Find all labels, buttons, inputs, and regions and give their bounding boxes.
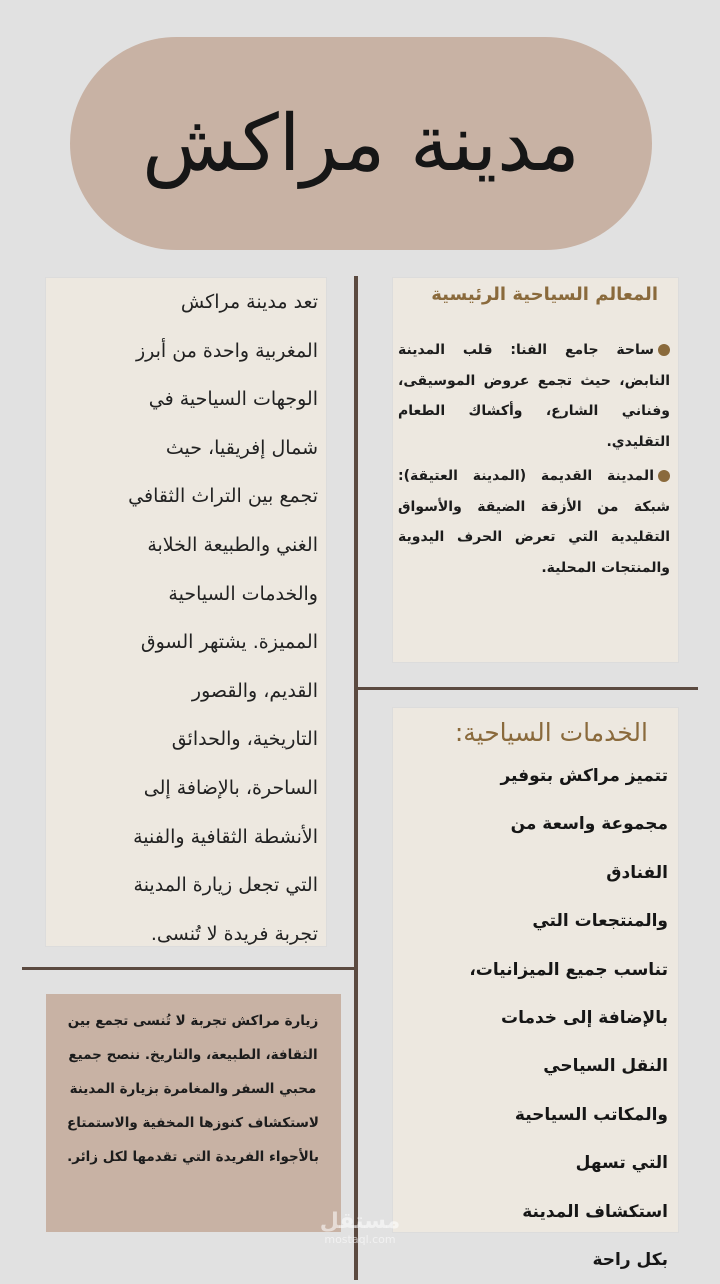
intro-line: التي تجعل زيارة المدينة xyxy=(133,874,318,897)
services-line: والمنتجعات التي xyxy=(532,911,668,932)
services-heading: الخدمات السياحية: xyxy=(454,718,648,747)
bullet-icon xyxy=(658,344,670,356)
intro-line: تجربة فريدة لا تُنسى. xyxy=(150,922,318,945)
bullet-icon xyxy=(658,470,670,482)
title-banner xyxy=(70,37,652,250)
services-line: والمكاتب السياحية xyxy=(514,1104,668,1125)
intro-line: الأنشطة الثقافية والفنية xyxy=(133,825,318,848)
landmarks-list xyxy=(398,335,670,587)
intro-line: القديم، والقصور xyxy=(191,679,318,702)
intro-text xyxy=(70,278,318,958)
landmark-item xyxy=(398,335,670,457)
services-line: النقل السياحي xyxy=(543,1056,668,1077)
conclusion-text: زيارة مراكش تجربة لا تُنسى تجمع بين الثقافة، الطبيعة، والتاريخ. ننصح جميع محبي السفر والمغامرة بزيارة المدينة لاستكشاف كنوزها المخفية والاستمتاع بالأجواء الفريدة التي تقدمها لكل زائر. xyxy=(67,1013,319,1165)
vertical-divider xyxy=(354,276,358,1280)
landmark-item xyxy=(398,461,670,583)
intro-line: المغربية واحدة من أبرز xyxy=(135,339,318,362)
intro-line: المميزة. يشتهر السوق xyxy=(140,631,318,654)
services-line: بكل راحة xyxy=(592,1249,668,1270)
intro-line: تجمع بين التراث الثقافي xyxy=(128,485,318,508)
services-line: التي تسهل xyxy=(575,1153,668,1174)
watermark-latin: mostaql.com xyxy=(324,1233,396,1246)
services-line: استكشاف المدينة xyxy=(522,1201,668,1222)
intro-line: تعد مدينة مراكش xyxy=(180,291,318,313)
watermark-logo xyxy=(300,1210,420,1246)
intro-line: التاريخية، والحدائق xyxy=(171,728,318,751)
left-horizontal-divider xyxy=(22,967,354,970)
intro-line: شمال إفريقيا، حيث xyxy=(165,436,318,459)
services-line: بالإضافة إلى خدمات xyxy=(501,1007,668,1028)
intro-line: والخدمات السياحية xyxy=(168,582,318,605)
landmarks-heading: المعالم السياحية الرئيسية xyxy=(431,284,658,305)
services-line: الفنادق xyxy=(606,862,668,883)
watermark-arabic: مستقل xyxy=(319,1209,401,1234)
landmark-text: ساحة جامع الفنا: قلب المدينة النابض، حيث تجمع عروض الموسيقى، وفناني الشارع، وأكشاك الطعام التقليدي. xyxy=(398,342,670,450)
intro-line: الساحرة، بالإضافة إلى xyxy=(143,776,318,799)
page-title: مدينة مراكش xyxy=(142,98,580,189)
landmark-text: المدينة القديمة (المدينة العتيقة): شبكة من الأزقة الضيقة والأسواق التقليدية التي تعرض الحرف اليدوية والمنتجات المحلية. xyxy=(398,468,670,576)
intro-line: الغني والطبيعة الخلابة xyxy=(147,533,318,556)
services-line: تناسب جميع الميزانيات، xyxy=(469,959,668,980)
intro-line: الوجهات السياحية في xyxy=(148,388,318,411)
right-horizontal-divider xyxy=(358,687,698,690)
services-text xyxy=(400,752,668,1284)
services-line: مجموعة واسعة من xyxy=(510,814,668,835)
services-line: تتميز مراكش بتوفير xyxy=(500,766,668,786)
